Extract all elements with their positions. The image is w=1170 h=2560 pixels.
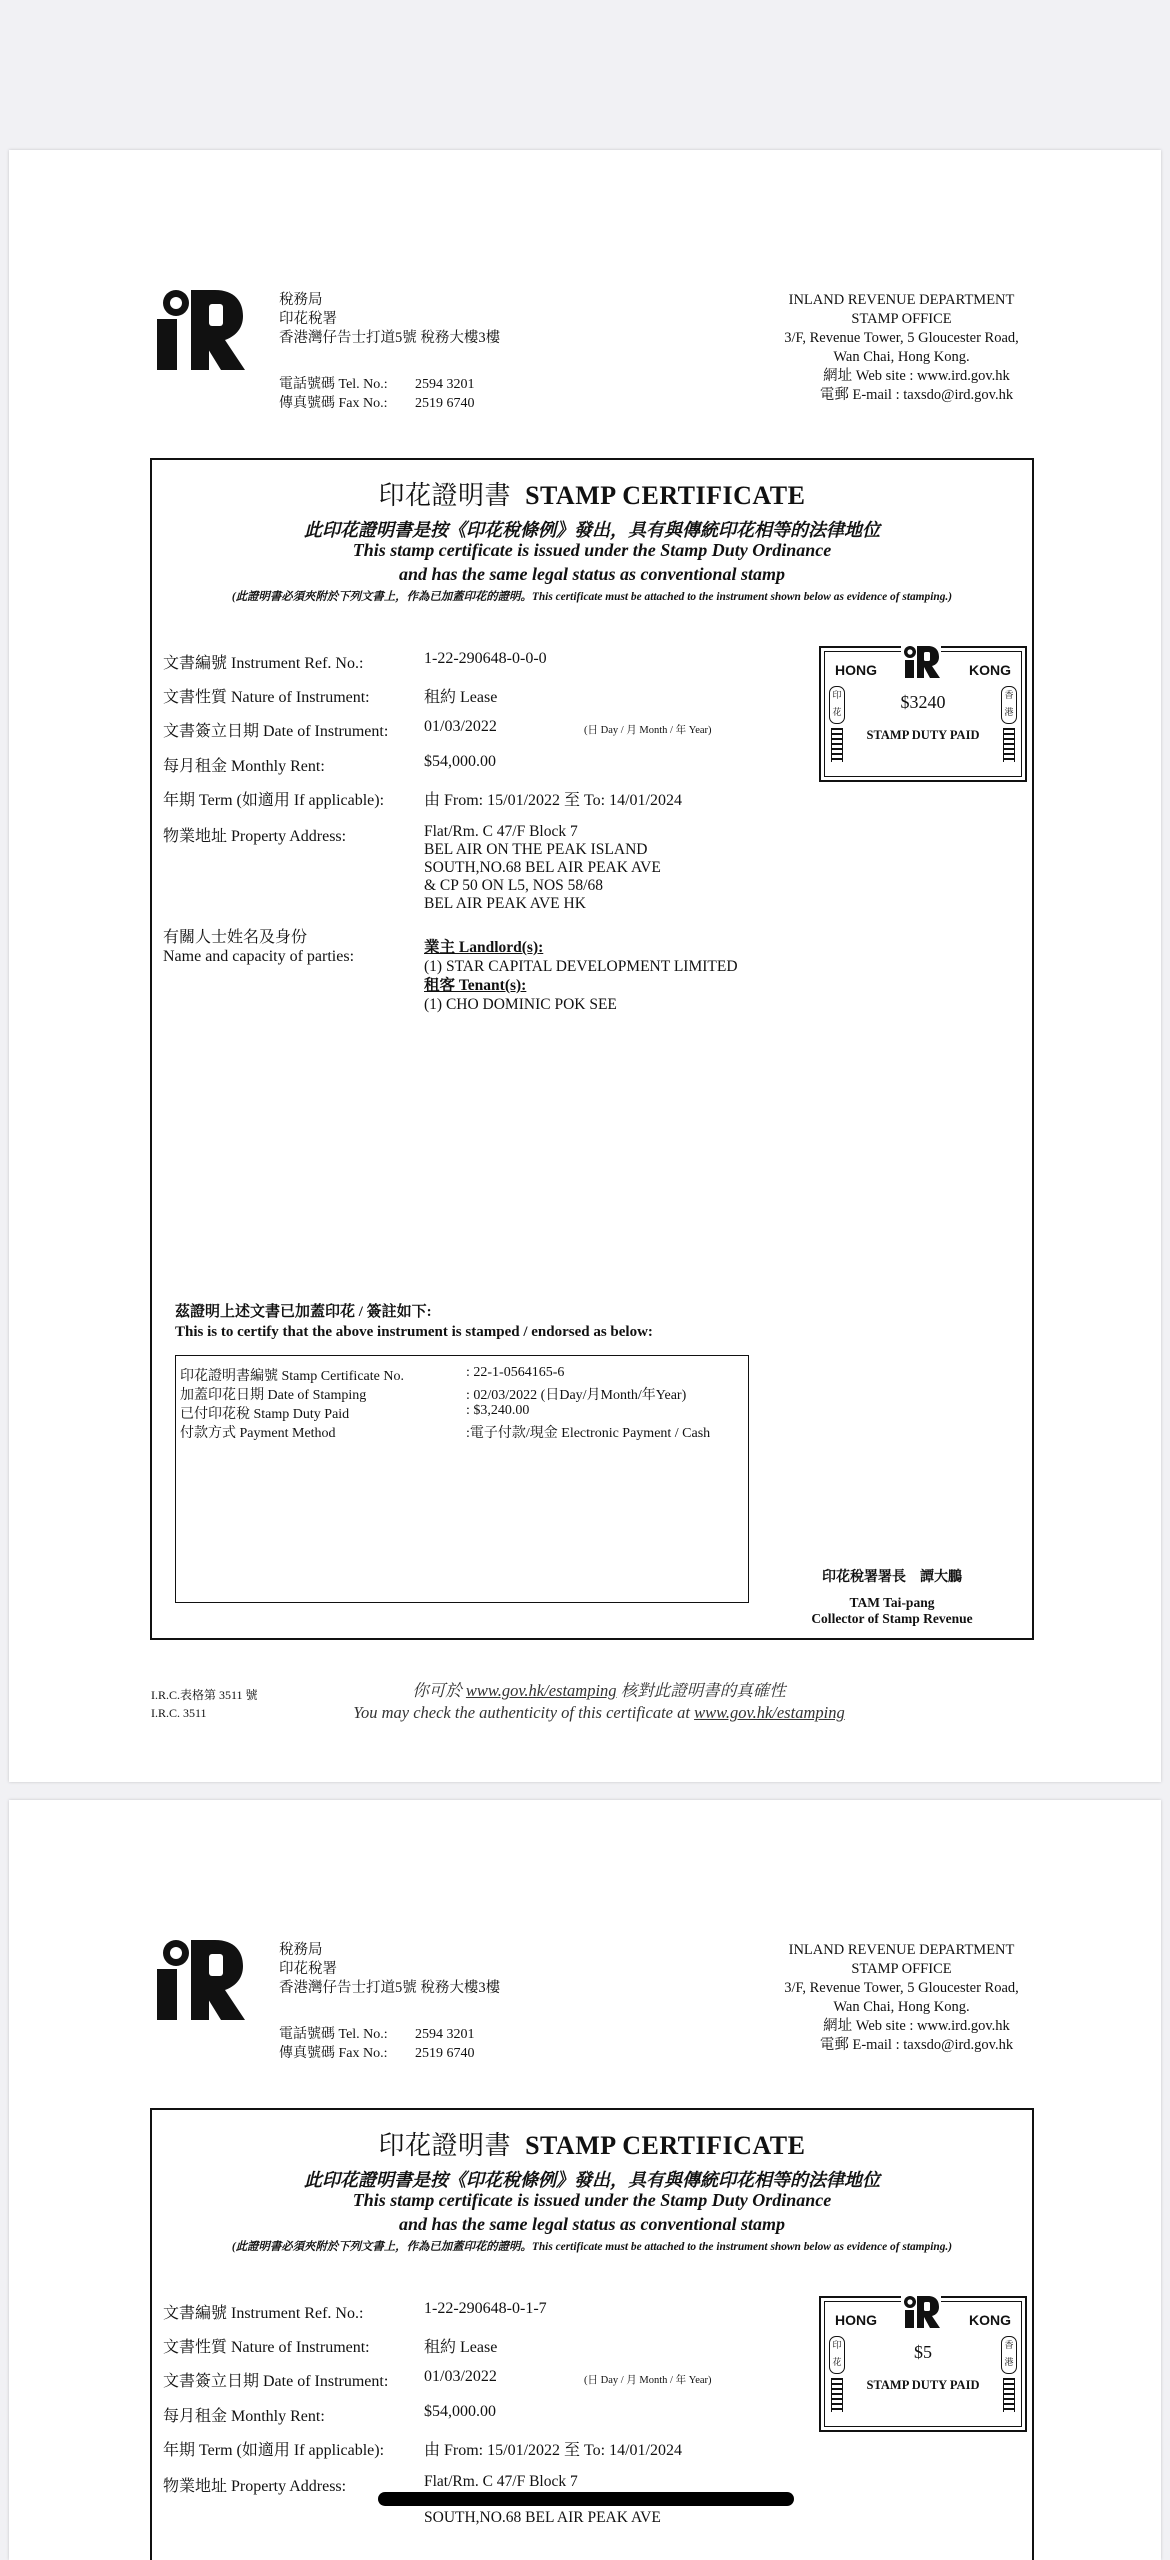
estamping-link-en[interactable]: www.gov.hk/estamping <box>694 1703 845 1722</box>
seal-right-icon: 香港 <box>1001 2336 1017 2374</box>
contact-numbers: 電話號碼 Tel. No.: 2594 3201 傳真號碼 Fax No.: 2519 6740 <box>279 2027 475 2061</box>
landlord-name: (1) STAR CAPITAL DEVELOPMENT LIMITED <box>424 958 738 975</box>
instrument-date: 01/03/2022 <box>424 718 497 735</box>
stamping-details-box: 印花證明書編號 Stamp Certificate No. : 22-1-0564165-6 加蓋印花日期 Date of Stamping : 02/03/2022 (日Day/月Month/年Year) 已付印花稅 Stamp Duty Paid : $3,240.00 付款方式 Payment Method :電子付款/現金 Electronic Payment / Cash <box>175 1355 749 1603</box>
website-link[interactable]: 網址 Web site : www.ird.gov.hk <box>823 368 1010 384</box>
property-address: Flat/Rm. C 47/F Block 7 BEL AIR ON THE PEAK ISLAND SOUTH,NO.68 BEL AIR PEAK AVE & CP 50 ON L5, NOS 58/68 BEL AIR PEAK AVE HK <box>424 823 661 912</box>
tenant-name: (1) CHO DOMINIC POK SEE <box>424 996 617 1013</box>
coil-left-icon <box>831 728 843 762</box>
collector-signature: 印花稅署署長 譚大鵬 TAM Tai-pang Collector of Stamp Revenue <box>811 1570 973 1626</box>
email-link[interactable]: 電郵 E-mail : taxsdo@ird.gov.hk <box>819 2037 1014 2053</box>
stamp-duty-paid-mark: HONG KONG 印花 香港 $5 STAMP DUTY PAID <box>819 2296 1027 2432</box>
nature-of-instrument: 租約 Lease <box>424 2339 498 2356</box>
seal-left-icon: 印花 <box>829 2336 845 2374</box>
lease-term: 由 From: 15/01/2022 至 To: 14/01/2024 <box>424 792 683 809</box>
instrument-ref-no: 1-22-290648-0-1-7 <box>424 2300 547 2317</box>
parties-list: 業主 Landlord(s): (1) STAR CAPITAL DEVELOPMENT LIMITED 租客 Tenant(s): (1) CHO DOMINIC POK SEE <box>424 939 738 1013</box>
verification-note: 你可於 www.gov.hk/estamping 核對此證明書的真確性 You may check the authenticity of this certificate at www.gov.hk/estamping <box>353 1681 845 1722</box>
stamp-amount: $5 <box>914 2342 932 2362</box>
parties-label: 有關人士姓名及身份 Name and capacity of parties: <box>163 929 355 965</box>
date-of-stamping: : 02/03/2022 (日Day/月Month/年Year) <box>466 1388 687 1403</box>
ird-logo <box>157 1938 245 2020</box>
home-indicator[interactable] <box>378 2492 794 2506</box>
ird-mini-logo <box>901 644 941 680</box>
certificate-page-2 <box>9 1800 1161 2560</box>
coil-left-icon <box>831 2378 843 2412</box>
stamp-amount: $3240 <box>900 692 946 712</box>
certificate-page-1 <box>9 150 1161 1782</box>
attachment-note: (此證明書必須夾附於下列文書上，作為已加蓋印花的證明。This certificate must be attached to the instrument shown below as evidence of stamping.) <box>231 591 953 603</box>
monthly-rent: $54,000.00 <box>424 753 496 770</box>
instrument-date: 01/03/2022 <box>424 2368 497 2385</box>
stamp-duty-paid-mark: HONG KONG 印花 香港 $3240 STAMP DUTY PAID <box>819 646 1027 782</box>
attachment-note: (此證明書必須夾附於下列文書上，作為已加蓋印花的證明。This certificate must be attached to the instrument shown below as evidence of stamping.) <box>231 2241 953 2253</box>
instrument-ref-no: 1-22-290648-0-0-0 <box>424 650 547 667</box>
seal-left-icon: 印花 <box>829 686 845 724</box>
monthly-rent: $54,000.00 <box>424 2403 496 2420</box>
coil-right-icon <box>1003 728 1015 762</box>
certificate-title: 印花證明書 STAMP CERTIFICATE <box>378 2131 806 2160</box>
property-address: Flat/Rm. C 47/F Block 7 SOUTH,NO.68 BEL AIR PEAK AVE <box>424 2473 661 2526</box>
form-number: I.R.C.表格第 3511 號 I.R.C. 3511 <box>151 1688 258 1720</box>
estamping-link-zh[interactable]: www.gov.hk/estamping <box>465 1681 617 1700</box>
payment-method: :電子付款/現金 Electronic Payment / Cash <box>466 1426 711 1441</box>
stamp-certificate: 印花證明書 STAMP CERTIFICATE 此印花證明書是按《印花稅條例》發出，具有與傳統印花相等的法律地位 This stamp certificate is issued under the Stamp Duty Ordinance and has the same legal status as conventional stamp (此證明書必須夾附於下列文書上，作為已加蓋印花的證明。This certificate must be attached to the instrument shown below as evidence of stamping.) 文書編號 Instrument Ref. No.: 1-22-290648-0-1-7 文書性質 Nature of Instrument: 租約 Lease 文書簽立日期 Date of Instrument: 01/03/2022 (日 Day / 月 Month / 年 Year) 每月租金 Monthly Rent: $54,000.00 年期 Term (如適用 If applicable): 由 From: 15/01/2022 至 To: 14/01/2024 物業地址 Property Address: Flat/Rm. C 47/F Block 7 SOUTH,NO.68 BEL AIR PEAK AVE HONG KONG 印花 香港 $5 STAMP DUTY PAID <box>150 2108 1034 2560</box>
department-english: INLAND REVENUE DEPARTMENT STAMP OFFICE 3/F, Revenue Tower, 5 Gloucester Road, Wan Chai, Hong Kong. 網址 Web site : www.ird.gov.hk 電郵 E-mail : taxsdo@ird.gov.hk <box>709 1941 1094 2055</box>
department-english: INLAND REVENUE DEPARTMENT STAMP OFFICE 3/F, Revenue Tower, 5 Gloucester Road, Wan Chai, Hong Kong. 網址 Web site : www.ird.gov.hk 電郵 E-mail : taxsdo@ird.gov.hk <box>709 291 1094 405</box>
contact-numbers: 電話號碼 Tel. No.: 2594 3201 傳真號碼 Fax No.: 2519 6740 <box>279 377 475 411</box>
stamp-certificate: 印花證明書 STAMP CERTIFICATE 此印花證明書是按《印花稅條例》發出，具有與傳統印花相等的法律地位 This stamp certificate is issued under the Stamp Duty Ordinance and has the same legal status as conventional stamp (此證明書必須夾附於下列文書上，作為已加蓋印花的證明。This certificate must be attached to the instrument shown below as evidence of stamping.) 文書編號 Instrument Ref. No.: 1-22-290648-0-0-0 文書性質 Nature of Instrument: 租約 Lease 文書簽立日期 Date of Instrument: 01/03/2022 (日 Day / 月 Month / 年 Year) 每月租金 Monthly Rent: $54,000.00 年期 Term (如適用 If applicable): 由 From: 15/01/2022 至 To: 14/01/2024 物業地址 Property Address: Flat/Rm. C 47/F Block 7 BEL AIR ON THE PEAK ISLAND SOUTH,NO.68 BEL AIR PEAK AVE & CP 50 ON L5, NOS 58/68 BEL AIR PEAK AVE HK 有關人士姓名及身份 Name and capacity of parties: 業主 Landlord(s): (1) STAR CAPITAL DEVELOPMENT LIMITED 租客 Tenant(s): (1) CHO DOMINIC POK SEE HONG KONG 印花 香港 $3240 STAMP DUTY PAID 茲證明上述文書已加蓋印花 / 簽註如下: This is to certify that the above instrument is stamped / endorsed as below: 印花證明書編號 Stamp Certificate No. : 22-1-0564165-6 加蓋印花日期 Date of Stamping : 02/03/2022 (日Day/月Month/年Year) 已付印花稅 Stamp Duty Paid : $3,240.00 付款方式 Payment Method :電子付款/現金 Electronic Payment / Cash 印花稅署署長 譚大鵬 TAM Tai-pang Collector of Stamp Revenue <box>150 458 1034 1640</box>
certification-statement: 茲證明上述文書已加蓋印花 / 簽註如下: This is to certify that the above instrument is stamped / endorsed as below: <box>175 1304 653 1340</box>
department-chinese: 稅務局 印花稅署 香港灣仔告士打道5號 稅務大樓3樓 <box>279 1942 501 1996</box>
email-link[interactable]: 電郵 E-mail : taxsdo@ird.gov.hk <box>819 387 1014 403</box>
website-link[interactable]: 網址 Web site : www.ird.gov.hk <box>823 2018 1010 2034</box>
ird-mini-logo <box>901 2294 941 2330</box>
department-chinese: 稅務局 印花稅署 香港灣仔告士打道5號 稅務大樓3樓 <box>279 292 501 346</box>
lease-term: 由 From: 15/01/2022 至 To: 14/01/2024 <box>424 2442 683 2459</box>
certificate-title: 印花證明書 STAMP CERTIFICATE <box>378 481 806 510</box>
seal-right-icon: 香港 <box>1001 686 1017 724</box>
stamp-certificate-no: : 22-1-0564165-6 <box>466 1365 565 1380</box>
ird-logo <box>157 288 245 370</box>
stamp-duty-paid: : $3,240.00 <box>466 1403 530 1418</box>
coil-right-icon <box>1003 2378 1015 2412</box>
nature-of-instrument: 租約 Lease <box>424 689 498 706</box>
